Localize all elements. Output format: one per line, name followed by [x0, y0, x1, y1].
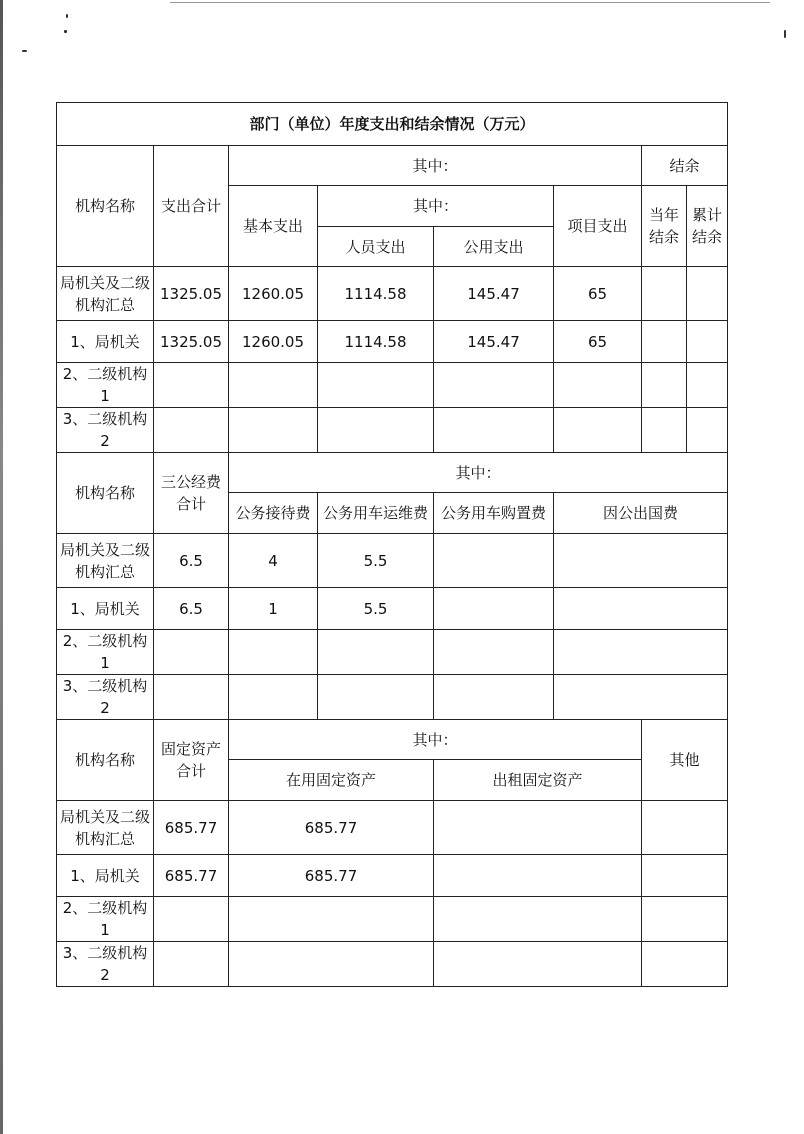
scan-speck	[22, 50, 27, 52]
s1-current-balance-cell	[642, 408, 687, 453]
s2-of-which: 其中：	[229, 453, 728, 493]
table-row	[57, 801, 728, 855]
s3-rented-cell	[434, 897, 642, 942]
table-title: 部门（单位）年度支出和结余情况（万元）	[57, 103, 728, 146]
s1-personnel-cell: 1114.58	[318, 267, 434, 321]
s2-total-cell: 6.5	[154, 588, 229, 630]
s1-row-name: 1、局机关	[57, 321, 154, 363]
s1-total-header: 支出合计	[154, 146, 229, 267]
s2-reception-cell: 1	[229, 588, 318, 630]
s1-current-balance-cell	[642, 363, 687, 408]
s3-total-cell	[154, 897, 229, 942]
s3-total-header: 固定资产合计	[154, 720, 229, 801]
s2-row-name: 2、二级机构 1	[57, 630, 154, 675]
s3-row-name: 1、局机关	[57, 855, 154, 897]
s1-project-header: 项目支出	[554, 186, 642, 267]
s1-org-header: 机构名称	[57, 146, 154, 267]
s1-row-name: 3、二级机构 2	[57, 408, 154, 453]
s2-total-cell: 6.5	[154, 534, 229, 588]
s3-other-cell	[642, 801, 728, 855]
scan-speck	[64, 30, 67, 33]
s2-car-operation-header: 公务用车运维费	[318, 493, 434, 534]
s3-rented-cell	[434, 855, 642, 897]
s3-rented-cell	[434, 801, 642, 855]
s3-row-name: 2、二级机构 1	[57, 897, 154, 942]
s3-row-name: 局机关及二级机构汇总	[57, 801, 154, 855]
s1-public-cell	[434, 363, 554, 408]
s1-cumulative-balance-cell	[687, 267, 728, 321]
s2-car-purchase-cell	[434, 630, 554, 675]
s2-car-operation-cell: 5.5	[318, 534, 434, 588]
s2-abroad-cell	[554, 630, 728, 675]
s2-reception-cell	[229, 675, 318, 720]
s2-abroad-header: 因公出国费	[554, 493, 728, 534]
s2-car-operation-cell	[318, 675, 434, 720]
s2-row-name: 局机关及二级机构汇总	[57, 534, 154, 588]
s1-basic-cell	[229, 363, 318, 408]
s1-total-cell	[154, 363, 229, 408]
table-row	[57, 630, 728, 675]
s1-cumulative-balance-cell	[687, 321, 728, 363]
s1-total-cell: 1325.05	[154, 267, 229, 321]
s1-cumulative-balance-cell	[687, 363, 728, 408]
s1-basic-cell	[229, 408, 318, 453]
s1-basic-header: 基本支出	[229, 186, 318, 267]
table-row	[57, 321, 728, 363]
s1-row-name: 局机关及二级机构汇总	[57, 267, 154, 321]
s2-abroad-cell	[554, 534, 728, 588]
table-row	[57, 942, 728, 987]
s3-total-cell	[154, 942, 229, 987]
table-row	[57, 588, 728, 630]
s2-car-purchase-cell	[434, 675, 554, 720]
expenditure-balance-table	[56, 102, 728, 987]
s2-total-cell	[154, 675, 229, 720]
s2-car-purchase-header: 公务用车购置费	[434, 493, 554, 534]
s3-other-cell	[642, 897, 728, 942]
s3-in-use-cell	[229, 942, 434, 987]
s1-project-cell	[554, 408, 642, 453]
s1-personnel-cell: 1114.58	[318, 321, 434, 363]
s3-of-which: 其中：	[229, 720, 642, 760]
table-row	[57, 363, 728, 408]
s2-car-purchase-cell	[434, 588, 554, 630]
s3-in-use-cell: 685.77	[229, 855, 434, 897]
s1-of-which: 其中：	[229, 146, 642, 186]
s1-of-which-sub: 其中：	[318, 186, 554, 227]
s1-row-name: 2、二级机构 1	[57, 363, 154, 408]
table-row	[57, 267, 728, 321]
s2-total-cell	[154, 630, 229, 675]
scan-speck	[784, 30, 786, 38]
s3-rented-header: 出租固定资产	[434, 760, 642, 801]
s3-other-cell	[642, 942, 728, 987]
s2-abroad-cell	[554, 588, 728, 630]
s1-balance-header: 结余	[642, 146, 728, 186]
s3-in-use-cell: 685.77	[229, 801, 434, 855]
table-row	[57, 675, 728, 720]
s1-basic-cell: 1260.05	[229, 267, 318, 321]
s1-personnel-cell	[318, 408, 434, 453]
s1-current-balance-cell	[642, 267, 687, 321]
s3-row-name: 3、二级机构 2	[57, 942, 154, 987]
s3-org-header: 机构名称	[57, 720, 154, 801]
s2-org-header: 机构名称	[57, 453, 154, 534]
s1-public-cell	[434, 408, 554, 453]
scan-edge-left	[0, 0, 3, 1134]
s3-rented-cell	[434, 942, 642, 987]
s1-basic-cell: 1260.05	[229, 321, 318, 363]
s2-row-name: 3、二级机构 2	[57, 675, 154, 720]
scan-edge-top	[170, 2, 770, 3]
s1-cumulative-balance-cell	[687, 408, 728, 453]
s3-total-cell: 685.77	[154, 801, 229, 855]
s2-reception-cell: 4	[229, 534, 318, 588]
s1-project-cell: 65	[554, 321, 642, 363]
s2-total-header: 三公经费合计	[154, 453, 229, 534]
s2-abroad-cell	[554, 675, 728, 720]
s3-other-header: 其他	[642, 720, 728, 801]
s1-personnel-cell	[318, 363, 434, 408]
s3-in-use-header: 在用固定资产	[229, 760, 434, 801]
table-row	[57, 408, 728, 453]
s1-project-cell: 65	[554, 267, 642, 321]
s1-personnel-header: 人员支出	[318, 227, 434, 267]
table-row	[57, 897, 728, 942]
s2-car-operation-cell: 5.5	[318, 588, 434, 630]
s1-public-cell: 145.47	[434, 321, 554, 363]
s3-other-cell	[642, 855, 728, 897]
s1-current-balance-header: 当年结余	[642, 186, 687, 267]
table-row	[57, 534, 728, 588]
s2-reception-cell	[229, 630, 318, 675]
s2-reception-header: 公务接待费	[229, 493, 318, 534]
s2-car-operation-cell	[318, 630, 434, 675]
s1-current-balance-cell	[642, 321, 687, 363]
table-row	[57, 855, 728, 897]
s1-public-header: 公用支出	[434, 227, 554, 267]
s1-total-cell	[154, 408, 229, 453]
s2-row-name: 1、局机关	[57, 588, 154, 630]
s3-total-cell: 685.77	[154, 855, 229, 897]
s1-total-cell: 1325.05	[154, 321, 229, 363]
s1-cumulative-balance-header: 累计结余	[687, 186, 728, 267]
s1-public-cell: 145.47	[434, 267, 554, 321]
scan-speck	[66, 14, 68, 18]
s1-project-cell	[554, 363, 642, 408]
s3-in-use-cell	[229, 897, 434, 942]
s2-car-purchase-cell	[434, 534, 554, 588]
